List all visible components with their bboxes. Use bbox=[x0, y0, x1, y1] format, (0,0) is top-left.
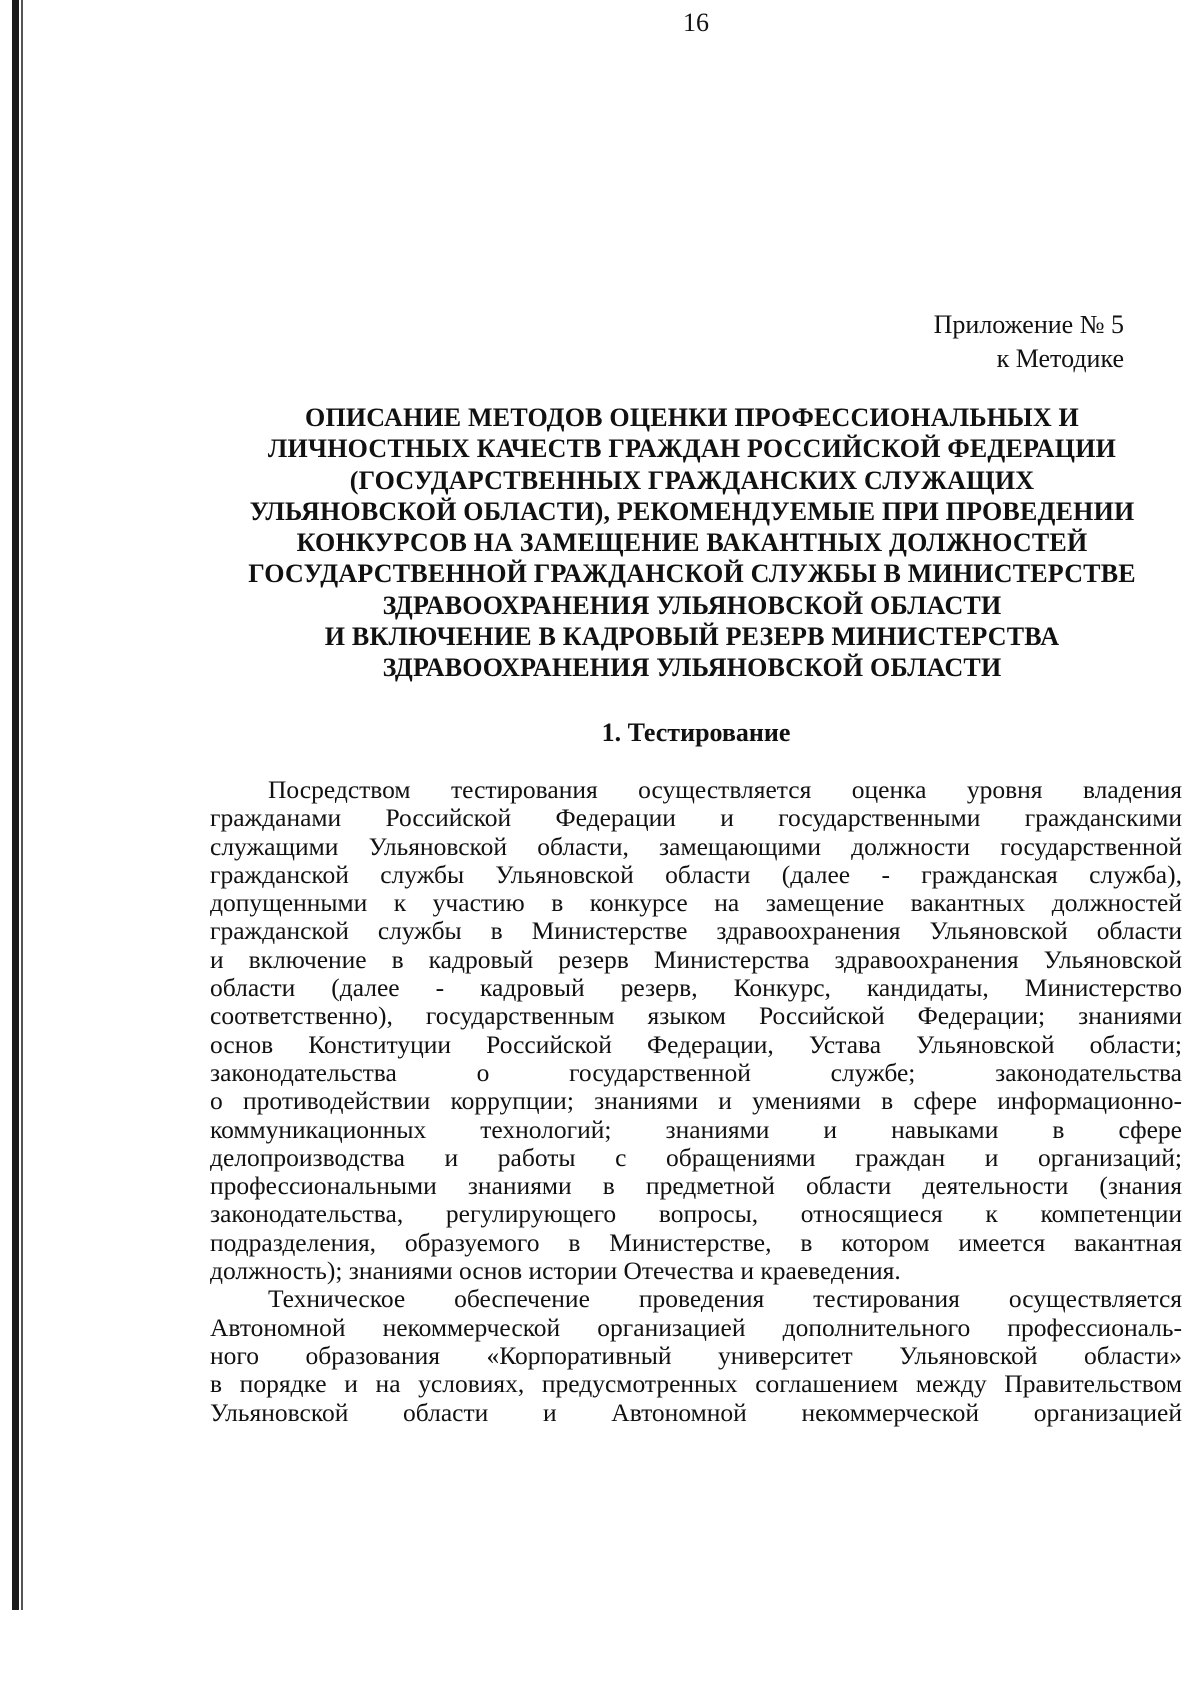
title-line: (ГОСУДАРСТВЕННЫХ ГРАЖДАНСКИХ СЛУЖАЩИХ bbox=[349, 465, 1035, 495]
text-line: гражданской службы Ульяновской области (далее - гражданская служба), bbox=[210, 859, 1182, 889]
text-line: делопроизводства и работы с обращениями граждан и организаций; bbox=[210, 1142, 1182, 1172]
title-line: ОПИСАНИЕ МЕТОДОВ ОЦЕНКИ ПРОФЕССИОНАЛЬНЫХ И bbox=[305, 403, 1079, 432]
text-line: области (далее - кадровый резерв, Конкурс, кандидаты, Министерство bbox=[210, 973, 1182, 1003]
text-line: служащими Ульяновской области, замещающими должности государственной bbox=[210, 831, 1182, 861]
text-line: Автономной некоммерческой организацией дополнительного профессиональ- bbox=[210, 1312, 1182, 1342]
text-line: о противодействии коррупции; знаниями и умениями в сфере информационно- bbox=[210, 1086, 1182, 1116]
text-line: в порядке и на условиях, предусмотренных соглашением между Правительством bbox=[210, 1369, 1182, 1399]
text-line: коммуникационных технологий; знаниями и навыками в сфере bbox=[210, 1114, 1182, 1144]
text-line: законодательства о государственной службе; законодательства bbox=[210, 1057, 1182, 1087]
text-line: Посредством тестирования осуществляется оценка уровня владения bbox=[268, 775, 1182, 804]
text-line: соответственно), государственным языком Российской Федерации; знаниями bbox=[210, 1001, 1182, 1031]
text-line: и включение в кадровый резерв Министерства здравоохранения Ульяновской bbox=[210, 944, 1182, 974]
appendix-reference bbox=[934, 308, 1124, 376]
appendix-target: к Методике bbox=[996, 344, 1124, 373]
text-line: Ульяновской области и Автономной некоммерческой организацией bbox=[210, 1397, 1182, 1427]
text-line: ного образования «Корпоративный университет Ульяновской области» bbox=[210, 1340, 1182, 1370]
text-line: подразделения, образуемого в Министерстве, в котором имеется вакантная bbox=[210, 1227, 1182, 1257]
title-line: КОНКУРСОВ НА ЗАМЕЩЕНИЕ ВАКАНТНЫХ ДОЛЖНОСТЕЙ bbox=[296, 528, 1088, 558]
title-line: ЛИЧНОСТНЫХ КАЧЕСТВ ГРАЖДАН РОССИЙСКОЙ ФЕДЕРАЦИИ bbox=[267, 434, 1117, 464]
body-text bbox=[210, 776, 1182, 1427]
title-line: ЗДРАВООХРАНЕНИЯ УЛЬЯНОВСКОЙ ОБЛАСТИ bbox=[382, 590, 1002, 620]
paragraph-testing-scope bbox=[210, 776, 1182, 1285]
paragraph-technical-support bbox=[210, 1285, 1182, 1426]
title-line: ГОСУДАРСТВЕННОЙ ГРАЖДАНСКОЙ СЛУЖБЫ В МИНИСТЕРСТВЕ bbox=[248, 559, 1136, 589]
title-line: ЗДРАВООХРАНЕНИЯ УЛЬЯНОВСКОЙ ОБЛАСТИ bbox=[382, 653, 1002, 683]
text-line: профессиональными знаниями в предметной области деятельности (знания bbox=[210, 1171, 1182, 1201]
text-line: основ Конституции Российской Федерации, Устава Ульяновской области; bbox=[210, 1029, 1182, 1059]
text-line: допущенными к участию в конкурсе на замещение вакантных должностей bbox=[210, 888, 1182, 918]
document-title bbox=[200, 402, 1184, 684]
section-heading: 1. Тестирование bbox=[601, 718, 791, 747]
scan-edge bbox=[12, 0, 19, 1610]
text-line: должность); знаниями основ истории Отечества и краеведения. bbox=[210, 1256, 901, 1286]
scan-edge-shadow bbox=[21, 0, 23, 1610]
page-number: 16 bbox=[683, 8, 709, 37]
appendix-number: Приложение № 5 bbox=[933, 310, 1124, 339]
title-line: И ВКЛЮЧЕНИЕ В КАДРОВЫЙ РЕЗЕРВ МИНИСТЕРСТВА bbox=[324, 622, 1060, 652]
text-line: законодательства, регулирующего вопросы, относящиеся к компетенции bbox=[210, 1199, 1182, 1229]
text-line: гражданской службы в Министерстве здравоохранения Ульяновской области bbox=[210, 916, 1182, 946]
text-line: Техническое обеспечение проведения тестирования осуществляется bbox=[268, 1284, 1182, 1314]
title-line: УЛЬЯНОВСКОЙ ОБЛАСТИ), РЕКОМЕНДУЕМЫЕ ПРИ ПРОВЕДЕНИИ bbox=[249, 496, 1135, 526]
text-line: гражданами Российской Федерации и государственными гражданскими bbox=[210, 803, 1182, 833]
